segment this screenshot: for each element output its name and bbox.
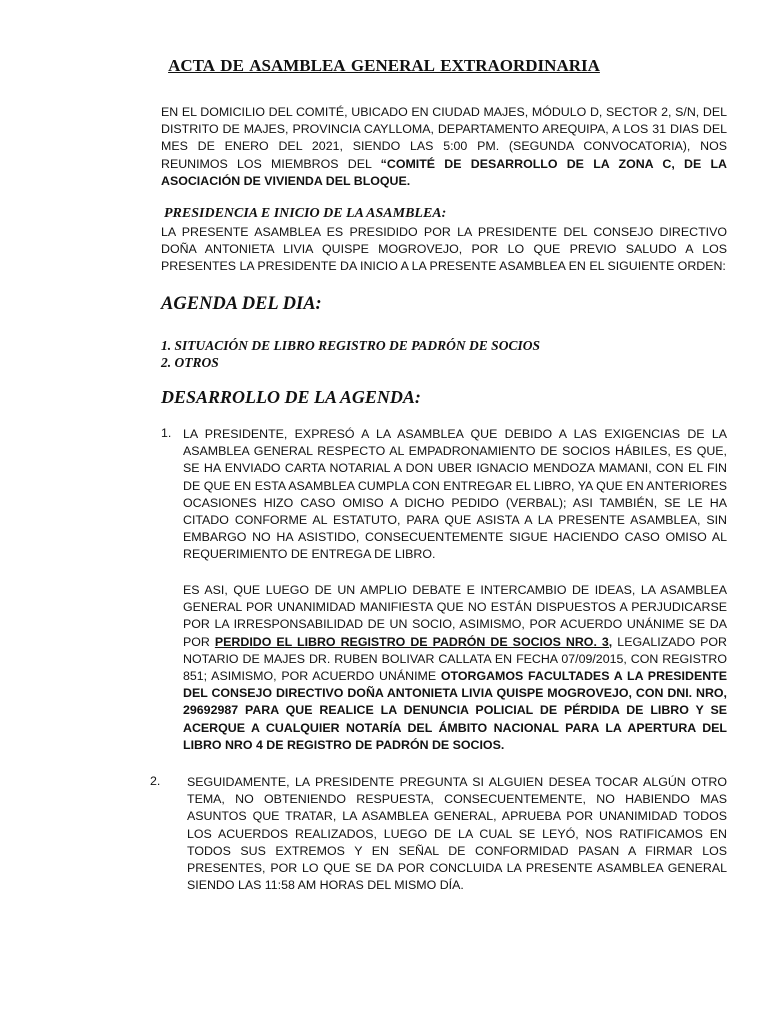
- item-1-p2-lost-book: PERDIDO EL LIBRO REGISTRO DE PADRÓN DE SOCIOS NRO. 3,: [214, 634, 613, 649]
- item-1-p2-powers: OTORGAMOS FACULTADES A LA PRESIDENTE DEL CONSEJO DIRECTIVO DOÑA ANTONIETA LIVIA QUISPE MOGROVEJO, CON DNI. NRO, 29692987 PARA QUE REALICE LA DENUNCIA POLICIAL DE PÉRDIDA DE LIBRO Y SE ACERQUE A CUALQUIER NOTARÍA DEL ÁMBITO NACIONAL PARA LA APERTURA DEL LIBRO NRO 4 DE REGISTRO DE PADRÓN DE SOCIOS.: [183, 669, 727, 752]
- desarrollo-heading: DESARROLLO DE LA AGENDA:: [161, 387, 421, 407]
- agenda-item-1: 1. SITUACIÓN DE LIBRO REGISTRO DE PADRÓN DE SOCIOS: [161, 338, 540, 353]
- item-1-p2-text-b: LEGALIZADO POR NOTARIO DE MAJES DR. RUBEN BOLIVAR CALLATA EN FECHA 07/09/2015, CON REGISTRO 851; ASIMISMO, POR ACUERDO UNÁNIME: [183, 634, 728, 684]
- agenda-list: [161, 337, 540, 371]
- item-1-p2-text-a: ES ASI, QUE LUEGO DE UN AMPLIO DEBATE E INTERCAMBIO DE IDEAS, LA ASAMBLEA GENERAL POR UNANIMIDAD MANIFIESTA QUE NO ESTÁN DISPUESTOS A PERJUDICARSE POR LA IRRESPONSABILIDAD DE UN SOCIO, ASIMISMO, POR ACUERDO UNÁNIME SE DA POR: [183, 583, 727, 649]
- intro-paragraph: [161, 104, 727, 190]
- item-1-paragraph-2: [183, 582, 727, 754]
- item-1-number: 1.: [161, 426, 172, 440]
- presidencia-paragraph: LA PRESENTE ASAMBLEA ES PRESIDIDO POR LA PRESIDENTE DEL CONSEJO DIRECTIVO DOÑA ANTONIETA LIVIA QUISPE MOGROVEJO, POR LO QUE PREVIO SALUDO A LOS PRESENTES LA PRESIDENTE DA INICIO A LA PRESENTE ASAMBLEA EN EL SIGUIENTE ORDEN:: [161, 225, 727, 274]
- item-2-paragraph: SEGUIDAMENTE, LA PRESIDENTE PREGUNTA SI ALGUIEN DESEA TOCAR ALGÚN OTRO TEMA, NO OBTENIENDO RESPUESTA, CONSECUENTEMENTE, NO HABIENDO MAS ASUNTOS QUE TRATAR, LA ASAMBLEA GENERAL, APRUEBA POR UNANIMIDAD TODOS LOS ACUERDOS REALIZADOS, LUEGO DE LA CUAL SE LEYÓ, NOS RATIFICAMOS EN TODOS SUS EXTREMOS Y EN SEÑAL DE CONFORMIDAD PASAN A FIRMAR LOS PRESENTES, POR LO QUE SE DA POR CONCLUIDA LA PRESENTE ASAMBLEA GENERAL SIENDO LAS 11:58 AM HORAS DEL MISMO DÍA.: [187, 775, 727, 893]
- document-title: ACTA DE ASAMBLEA GENERAL EXTRAORDINARIA: [168, 56, 600, 75]
- item-2-number: 2.: [150, 774, 161, 788]
- agenda-item-2: 2. OTROS: [161, 355, 219, 370]
- intro-committee-name: “COMITÉ DE DESARROLLO DE LA ZONA C, DE LA ASOCIACIÓN DE VIVIENDA DEL BLOQUE.: [161, 156, 727, 188]
- presidencia-heading: PRESIDENCIA E INICIO DE LA ASAMBLEA:: [164, 206, 447, 221]
- intro-text: EN EL DOMICILIO DEL COMITÉ, UBICADO EN CIUDAD MAJES, MÓDULO D, SECTOR 2, S/N, DEL DISTRITO DE MAJES, PROVINCIA CAYLLOMA, DEPARTAMENTO AREQUIPA, A LOS 31 DIAS DEL MES DE ENERO DEL 2021, SIENDO LAS 5:00 PM. (SEGUNDA CONVOCATORIA), NOS REUNIMOS LOS MIEMBROS DEL: [161, 105, 727, 171]
- agenda-heading: AGENDA DEL DIA:: [161, 294, 322, 314]
- item-1-paragraph-1: LA PRESIDENTE, EXPRESÓ A LA ASAMBLEA QUE DEBIDO A LAS EXIGENCIAS DE LA ASAMBLEA GENERAL RESPECTO AL EMPADRONAMIENTO DE SOCIOS HÁBILES, ES QUE, SE HA ENVIADO CARTA NOTARIAL A DON UBER IGNACIO MENDOZA MAMANI, CON EL FIN DE QUE EN ESTA ASAMBLEA CUMPLA CON ENTREGAR EL LIBRO, YA QUE EN ANTERIORES OCASIONES HIZO CASO OMISO A DICHO PEDIDO (VERBAL); ASI TAMBIÉN, SE LE HA CITADO CONFORME AL ESTATUTO, PARA QUE ASISTA A LA PRESENTE ASAMBLEA, SIN EMBARGO NO HA ASISTIDO, CONSECUENTEMENTE SIGUE HACIENDO CASO OMISO AL REQUERIMIENTO DE ENTREGA DE LIBRO.: [183, 427, 727, 562]
